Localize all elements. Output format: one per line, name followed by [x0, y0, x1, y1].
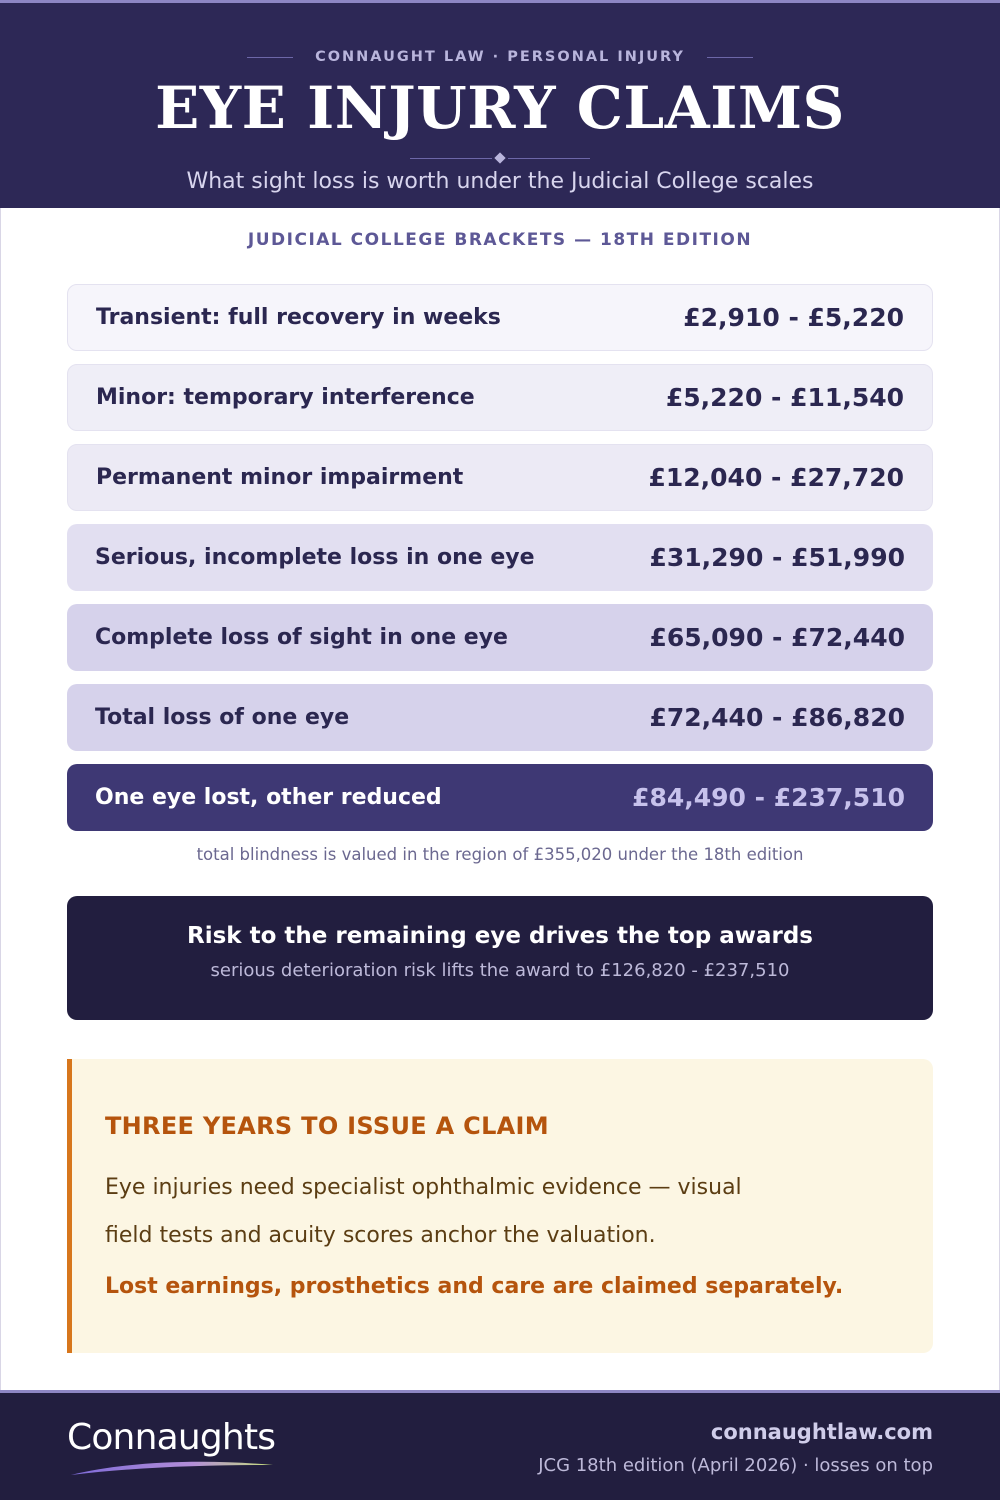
bracket-label: Complete loss of sight in one eye: [95, 625, 508, 650]
divider-rule-right: [508, 158, 590, 159]
bracket-label: Serious, incomplete loss in one eye: [95, 545, 535, 570]
connaughts-logo[interactable]: [67, 1413, 297, 1483]
bracket-row: [67, 524, 933, 591]
bracket-label: Transient: full recovery in weeks: [96, 305, 501, 330]
note-emphasis: Lost earnings, prosthetics and care are claimed separately.: [105, 1274, 844, 1299]
kicker-text: CONNAUGHT LAW · PERSONAL INJURY: [315, 49, 685, 65]
limitation-note: [67, 1059, 933, 1353]
page-title: EYE INJURY CLAIMS: [155, 74, 845, 142]
title-divider: [0, 152, 1000, 164]
bracket-row: [67, 364, 933, 431]
bracket-row: [67, 604, 933, 671]
divider-rule-left: [410, 158, 492, 159]
bracket-row: [67, 684, 933, 751]
blindness-footnote: total blindness is valued in the region of £355,020 under the 18th edition: [196, 845, 804, 864]
bracket-label: Minor: temporary interference: [96, 385, 475, 410]
page-subtitle: What sight loss is worth under the Judicial College scales: [186, 169, 814, 194]
section-heading: JUDICIAL COLLEGE BRACKETS — 18TH EDITION: [247, 230, 753, 250]
bracket-label: Permanent minor impairment: [96, 465, 464, 490]
risk-callout: [67, 896, 933, 1020]
footer-bar: [0, 1390, 1000, 1500]
bracket-label: Total loss of one eye: [95, 705, 350, 730]
callout-title: Risk to the remaining eye drives the top awards: [187, 923, 813, 949]
kicker-rule-right: [707, 57, 753, 58]
diamond-icon: [494, 152, 505, 163]
callout-subtitle: serious deterioration risk lifts the award to £126,820 - £237,510: [210, 960, 790, 981]
note-body: Eye injuries need specialist ophthalmic evidence — visual field tests and acuity scores anchor the valuation.: [105, 1175, 742, 1248]
bracket-value: £84,490 - £237,510: [632, 783, 905, 812]
logo-wordmark: Connaughts: [67, 1417, 276, 1458]
bracket-label: One eye lost, other reduced: [95, 785, 442, 810]
bracket-row-highlight: [67, 764, 933, 831]
bracket-value: £12,040 - £27,720: [648, 463, 904, 492]
header-banner: [0, 0, 1000, 208]
bracket-value: £31,290 - £51,990: [649, 543, 905, 572]
note-title: THREE YEARS TO ISSUE A CLAIM: [105, 1112, 549, 1140]
bracket-value: £65,090 - £72,440: [649, 623, 905, 652]
website-link[interactable]: connaughtlaw.com: [710, 1420, 933, 1444]
kicker-rule-left: [247, 57, 293, 58]
kicker-row: [0, 49, 1000, 65]
bracket-row: [67, 444, 933, 511]
bracket-row: [67, 284, 933, 351]
bracket-value: £2,910 - £5,220: [683, 303, 904, 332]
footer-meta: JCG 18th edition (April 2026) · losses on top: [538, 1455, 933, 1476]
bracket-value: £72,440 - £86,820: [649, 703, 905, 732]
bracket-value: £5,220 - £11,540: [665, 383, 904, 412]
logo-swoosh-icon: [67, 1457, 277, 1479]
